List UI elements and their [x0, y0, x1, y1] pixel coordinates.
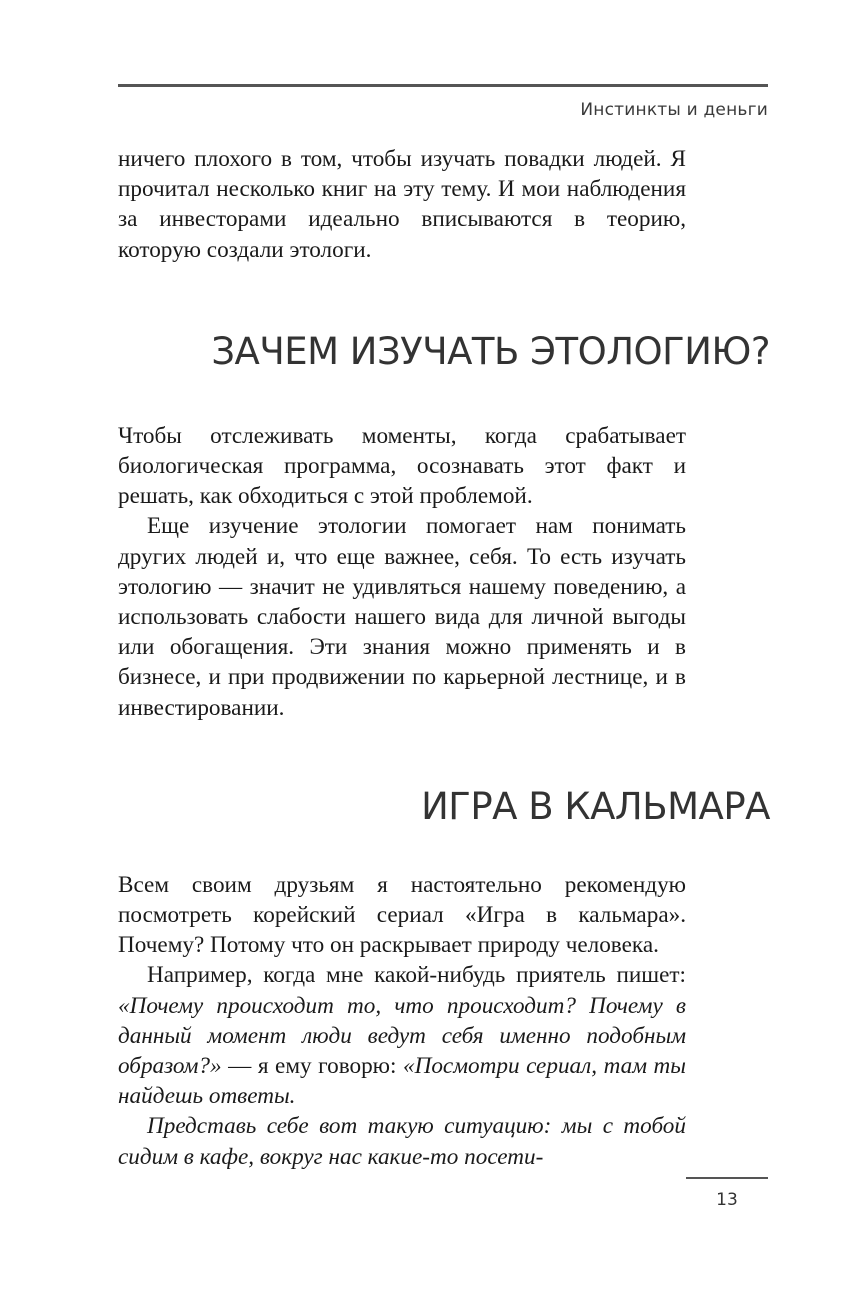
squid-paragraph-3-text: Представь себе вот такую ситуацию: мы с тобой сидим в кафе, вокруг нас какие-то посети-	[118, 1113, 686, 1170]
section-heading-ethology: ЗАЧЕМ ИЗУЧАТЬ ЭТОЛОГИЮ?	[211, 329, 770, 373]
squid-paragraph-2	[118, 960, 686, 1111]
page-number: 13	[716, 1190, 738, 1210]
squid-paragraph-2-mid: — я ему говорю:	[221, 1053, 403, 1080]
squid-quote-question: «Почему происходит то, что происходит? Почему в данный момент люди ведут себя именно подобным образом?»	[118, 992, 686, 1080]
squid-quote-answer: «Посмотри сериал, там ты найдешь ответы.	[118, 1053, 686, 1110]
header-rule	[118, 84, 768, 87]
page-body	[118, 144, 770, 1172]
intro-paragraph: ничего плохого в том, чтобы изучать повадки людей. Я прочитал несколько книг на эту тему. И мои наблюдения за инвесторами идеально вписываются в теорию, которую создали этологи.	[118, 146, 686, 263]
footer-rule	[686, 1177, 768, 1179]
section-heading-squid-game: ИГРА В КАЛЬМАРА	[421, 784, 770, 828]
running-head: Инстинкты и деньги	[580, 100, 768, 120]
ethology-paragraph-2: Еще изучение этологии помогает нам понимать других людей и, что еще важнее, себя. То есть изучать этологию — значит не удивляться нашему поведению, а использовать слабости нашего вида для личной выгоды или обогащения. Эти знания можно применять и в бизнесе, и при продвижении по карьерной лестнице, и в инвестировании.	[118, 513, 686, 721]
ethology-paragraph-1: Чтобы отслеживать моменты, когда срабатывает биологическая программа, осознавать этот факт и решать, как обходиться с этой проблемой.	[118, 422, 686, 510]
squid-paragraph-3	[118, 1111, 686, 1171]
squid-paragraph-2-lead: Например, когда мне какой-нибудь приятель пишет:	[147, 962, 686, 989]
squid-paragraph-1: Всем своим друзьям я настоятельно рекомендую посмотреть корейский сериал «Игра в кальмара». Почему? Потому что он раскрывает природу человека.	[118, 871, 686, 959]
